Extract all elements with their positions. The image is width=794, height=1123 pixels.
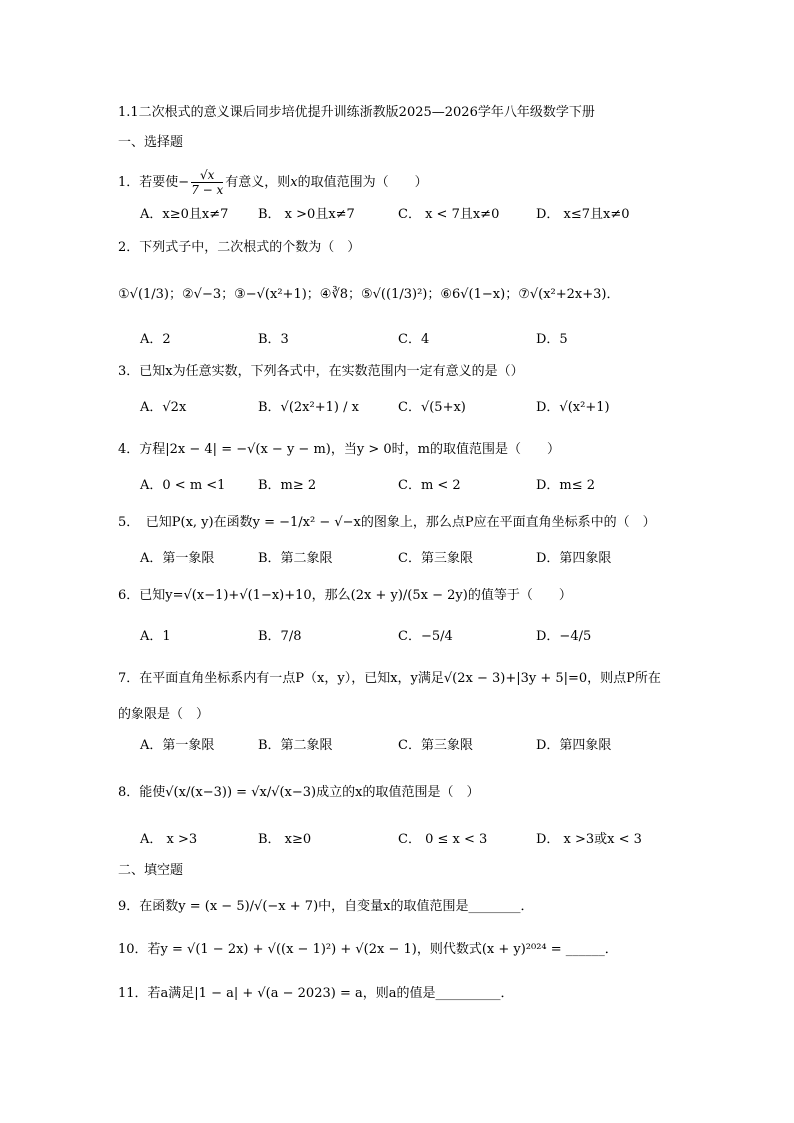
question-1-option-d: D． x≤7且x≠0 [536,207,630,222]
question-6-option-c: C．−5/4 [398,629,453,644]
question-2-option-c: C．4 [398,332,430,347]
question-1-option-c: C． x < 7且x≠0 [398,207,500,222]
question-7-option-d: D．第四象限 [536,738,612,753]
question-4-option-b: B．m≥ 2 [258,478,317,493]
question-5-option-b: B．第二象限 [258,551,333,566]
question-6-option-a: A．1 [140,629,171,644]
question-6-option-d: D．−4/5 [536,629,592,644]
question-2-option-a: A．2 [140,332,171,347]
question-7-stem-line1: 7．在平面直角坐标系内有一点P（x，y），已知x，y满足√(2x − 3)+|3y + 5|=0，则点P所在 [118,671,661,686]
question-6-option-b: B．7/8 [258,629,302,644]
question-4-stem: 4．方程|2x − 4| = −√(x − y − m)，当y > 0时，m的取值范围是（ ） [118,442,560,457]
question-7-option-b: B．第二象限 [258,738,333,753]
question-3-option-b: B．√(2x²+1) / x [258,400,359,415]
question-4-option-c: C．m < 2 [398,478,461,493]
question-4-option-a: A．0 < m <1 [140,478,226,493]
question-5-option-c: C．第三象限 [398,551,473,566]
document-title: 1.1二次根式的意义课后同步培优提升训练浙教版2025—2026学年八年级数学下册 [118,105,595,120]
question-6-stem: 6．已知y=√(x−1)+√(1−x)+10，那么(2x + y)/(5x − 2y)的值等于（ ） [118,588,572,603]
question-1-option-a: A．x≥0且x≠7 [140,207,229,222]
question-1-option-b: B． x >0且x≠7 [258,207,355,222]
question-3-option-c: C．√(5+x) [398,400,466,415]
question-1-stem: 1．若要使− $\frac{√x}{7 - x}$ 有意义，则x的取值范围为（ ） [118,168,428,197]
q1-fraction: $\frac{√x}{7 - x}$ [191,168,224,197]
section-heading-choice: 一、选择题 [118,135,184,150]
question-7-option-c: C．第三象限 [398,738,473,753]
question-2-stem: 2．下列式子中，二次根式的个数为（ ） [118,240,361,255]
question-8-option-a: A． x >3 [140,832,198,847]
question-5-stem: 5． 已知P(x, y)在函数y = −1/x² − √−x的图象上，那么点P应在平面直角坐标系中的（ ） [118,515,656,530]
section-heading-fill: 二、填空题 [118,863,184,878]
question-7-stem-line2: 的象限是（ ） [118,707,210,722]
question-2-option-b: B．3 [258,332,289,347]
question-5-option-d: D．第四象限 [536,551,612,566]
question-8-stem: 8．能使√(x/(x−3)) = √x/√(x−3)成立的x的取值范围是（ ） [118,785,480,800]
question-8-option-c: C． 0 ≤ x < 3 [398,832,488,847]
question-4-option-d: D．m≤ 2 [536,478,596,493]
question-10-stem: 10．若y = √(1 − 2x) + √((x − 1)²) + √(2x − 1)，则代数式(x + y)²⁰²⁴ = ______． [118,942,618,957]
question-5-option-a: A．第一象限 [140,551,215,566]
question-9-stem: 9．在函数y = (x − 5)/√(−x + 7)中，自变量x的取值范围是________． [118,899,534,914]
question-2-option-d: D．5 [536,332,568,347]
question-11-stem: 11．若a满足|1 − a| + √(a − 2023) = a，则a的值是__________． [118,986,514,1001]
question-3-option-d: D．√(x²+1) [536,400,610,415]
question-3-option-a: A．√2x [140,400,187,415]
question-2-items: ①√(1/3)；②√−3；③−√(x²+1)；④∛8；⑤√((1/3)²)；⑥6√(1−x)；⑦√(x²+2x+3)． [118,287,620,302]
question-8-option-b: B． x≥0 [258,832,312,847]
question-8-option-d: D． x >3或x < 3 [536,832,642,847]
question-3-stem: 3．已知x为任意实数，下列各式中，在实数范围内一定有意义的是（） [118,364,524,379]
question-7-option-a: A．第一象限 [140,738,215,753]
